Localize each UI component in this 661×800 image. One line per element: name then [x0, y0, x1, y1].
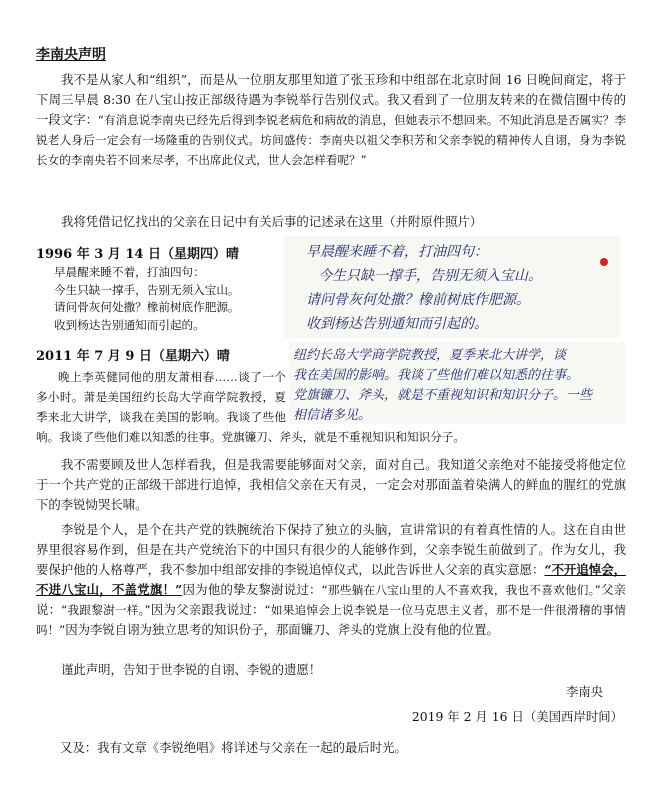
intro-quote: “有消息说李南央已经先后得到李锐老病危和病故的消息，但她表示不想回来。不知此消息是否属实？李锐老人身后一定会有一场隆重的告别仪式。坊间盛传：李南央以祖父李积芳和父亲李锐的精神传人自诩，身为李锐长女的李南央若不回来尽孝，不出席此仪式，世人会怎样看呢？”	[36, 113, 626, 167]
handwriting-line: 党旗镰刀、斧头，就是不重视知识和知识分子。一些	[293, 388, 593, 403]
handwriting-line: 请问骨灰何处撒？橡前树底作肥源。	[306, 292, 530, 308]
closing-line: 谨此声明，告知于世李锐的自诩、李锐的遗愿！	[61, 662, 322, 677]
diary2-photo	[289, 342, 625, 424]
handwriting-line: 早晨醒来睡不着，打油四句：	[306, 244, 488, 260]
para2-d: 因为父亲跟我说过：	[150, 602, 265, 617]
red-mark-icon	[600, 258, 608, 266]
statement-date: 2019 年 2 月 16 日（美国西岸时间）	[411, 709, 623, 724]
para2-c: 父亲说：	[36, 582, 626, 617]
li-shu-quote: “那些躺在八宝山里的人不喜欢我，我也不喜欢他们。”	[321, 583, 601, 597]
handwriting-line: 我在美国的影响。我谈了些他们难以知悉的往事。	[293, 368, 580, 383]
paragraph-face-father: 我不需要顾及世人怎样看我，但是我需要能够面对父亲，面对自己。我知道父亲绝对不能接受将他定位于一个共产党的正部级干部进行追悼，我相信父亲在天有灵，一定会对那面盖着染满人的鲜血的腥红的党旗下的李锐恸哭长啸。	[36, 457, 626, 512]
handwriting-line: 收到杨达告别通知而引起的。	[306, 316, 488, 332]
signer-name: 李南央	[565, 684, 603, 699]
records-intro: 我将凭借记忆找出的父亲在日记中有关后事的记述录在这里（并附原件照片）	[61, 214, 483, 229]
diary1-photo	[284, 236, 620, 338]
diary1-line: 请问骨灰何处撒？橡前树底作肥源。	[54, 300, 240, 314]
father-wish-underlined: “不开追悼会，不进八宝山，不盖党旗！”	[36, 562, 626, 597]
para2-a: 李锐是个人，是个在共产党的铁腕统治下保持了独立的头脑，宣讲常识的有着真性情的人。这在自由世界里很容易作到，但是在共产党统治下的中国只有很少的人能够作到，父亲李锐生前做到了。作为女儿，我要保护他的人格尊严，我不参加中组部安排的李锐追悼仪式，以此告诉世人父亲的真实意愿：	[36, 522, 626, 577]
diary2-text-tail: 响。我谈了些他们难以知悉的往事。党旗镰刀、斧头，就是不重视知识和知识分子。	[36, 430, 465, 444]
diary1-photo-svg	[284, 236, 620, 338]
handwriting-line: 相信诸多见。	[293, 408, 372, 423]
para2-b: 因为他的挚友黎澍说过：	[182, 582, 322, 597]
handwriting-line: 纽约长岛大学商学院教授，夏季来北大讲学，谈	[293, 348, 567, 363]
diary2-photo-svg	[289, 342, 625, 424]
postscript: 又及：我有文章《李锐绝唱》将详述与父亲在一起的最后时光。	[60, 740, 407, 755]
father-quote-2: “如果追悼会上说李锐是一位马克思主义者，那不是一件很滑稽的事情吗！”	[36, 603, 626, 637]
diary2-text: 晚上李英健同他的朋友萧相春……谈了一个多小时。萧是美国纽约长岛大学商学院教授，夏季来北大讲学，谈我在美国的影响。我谈了些他	[36, 370, 286, 424]
diary1-date: 1996 年 3 月 14 日（星期四）晴	[36, 247, 239, 262]
handwriting-line: 今生只缺一撑手，告别无须入宝山。	[318, 268, 542, 284]
diary1-line: 早晨醒来睡不着，打油四句：	[54, 265, 205, 279]
diary2-date: 2011 年 7 月 9 日（星期六）晴	[36, 349, 230, 364]
diary1-lines	[54, 264, 240, 334]
document-title: 李南央声明	[36, 47, 106, 63]
diary1-line: 今生只缺一撑手，告别无须入宝山。	[54, 282, 240, 297]
paragraph-li-rui	[36, 520, 626, 640]
intro-text: 我不是从家人和“组织”，而是从一位朋友那里知道了张玉珍和中组部在北京时间 16 日晚间商定，将于下周三早晨 8:30 在八宝山按正部级待遇为李锐举行告别仪式。我又看到了一位朋友转来的在微信圈中传的一段文字：	[36, 72, 626, 127]
diary1-line: 收到杨达告别通知而引起的。	[54, 317, 205, 332]
father-quote-1: “我跟黎澍一样。”	[61, 603, 151, 617]
intro-paragraph	[36, 70, 626, 170]
para2-e: 因为李锐自诩为独立思考的知识份子，那面镰刀、斧头的党旗上没有他的位置。	[65, 622, 499, 637]
